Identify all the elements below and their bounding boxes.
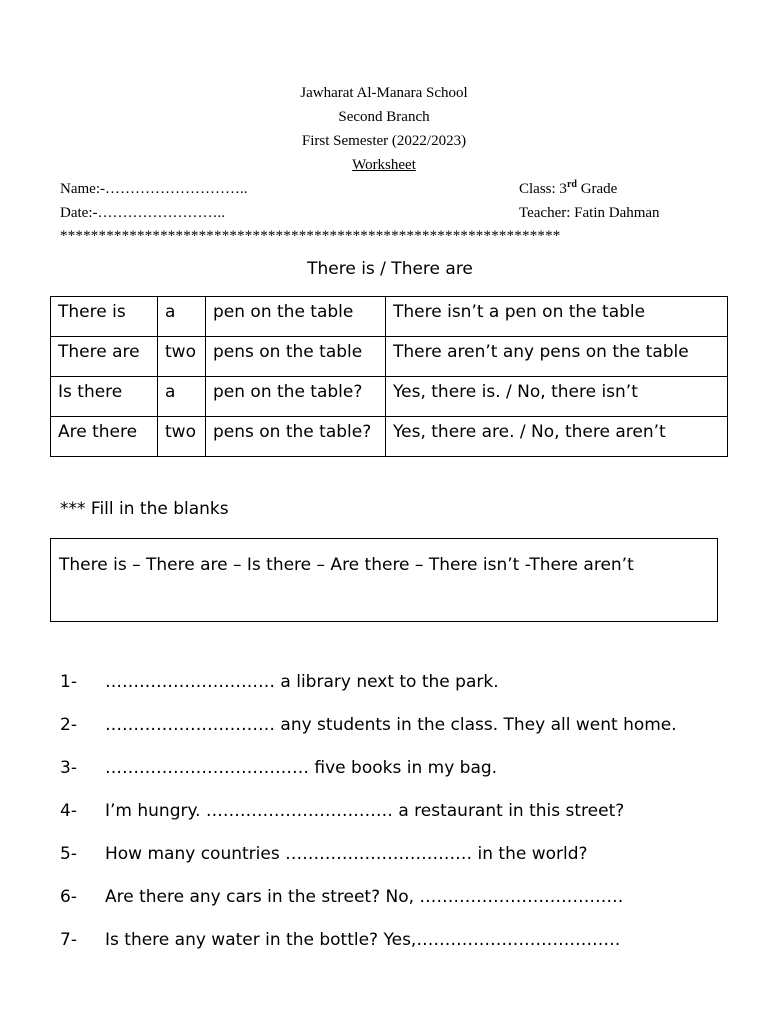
grammar-table [50, 296, 728, 457]
branch-name: Second Branch [338, 109, 430, 125]
class-ordinal-suffix: rd [566, 179, 577, 190]
doc-type-label: Worksheet [352, 157, 416, 173]
table-cell: Yes, there are. / No, there aren’t [386, 417, 728, 457]
question-item [60, 844, 588, 864]
question-item [60, 801, 624, 821]
name-field: Name:-……………………….. [60, 181, 248, 197]
question-text: Are there any cars in the street? No, ……………………………… [105, 887, 624, 907]
lesson-title: There is / There are [307, 259, 473, 279]
table-cell: pen on the table [206, 297, 386, 337]
question-number: 5- [60, 844, 77, 864]
question-item [60, 758, 497, 778]
question-number: 7- [60, 930, 77, 950]
question-text: ……………………………… five books in my bag. [105, 758, 498, 778]
class-suffix: Grade [576, 181, 618, 197]
question-text: How many countries …………………………… in the world? [105, 844, 588, 864]
table-cell: There are [51, 337, 158, 377]
class-field [519, 179, 617, 198]
doc-type-wrapper [0, 157, 768, 174]
question-number: 3- [60, 758, 77, 778]
table-cell: pens on the table [206, 337, 386, 377]
table-row [51, 417, 728, 457]
table-cell: There isn’t a pen on the table [386, 297, 728, 337]
table-row [51, 337, 728, 377]
word-bank-box: There is – There are – Is there – Are there – There isn’t -There aren’t [50, 538, 718, 622]
date-field: Date:-…………………….. [60, 205, 225, 221]
teacher-field: Teacher: Fatin Dahman [519, 205, 660, 221]
table-cell: There aren’t any pens on the table [386, 337, 728, 377]
question-text: Is there any water in the bottle? Yes,……………………………… [105, 930, 621, 950]
question-item [60, 672, 499, 692]
question-number: 6- [60, 887, 77, 907]
class-prefix: Class: 3 [519, 181, 567, 197]
question-item [60, 887, 623, 907]
star-separator: ***************************************************************** [60, 228, 561, 244]
question-text: I’m hungry. …………………………… a restaurant in this street? [105, 801, 625, 821]
question-item [60, 930, 620, 950]
question-number: 2- [60, 715, 77, 735]
question-number: 1- [60, 672, 77, 692]
table-cell: two [158, 417, 206, 457]
question-text: ………………………… a library next to the park. [105, 672, 499, 692]
question-text: ………………………… any students in the class. They all went home. [105, 715, 677, 735]
question-item [60, 715, 677, 735]
table-cell: Yes, there is. / No, there isn’t [386, 377, 728, 417]
table-cell: a [158, 377, 206, 417]
fill-in-heading: *** Fill in the blanks [60, 499, 229, 519]
table-cell: Is there [51, 377, 158, 417]
table-cell: There is [51, 297, 158, 337]
table-cell: pen on the table? [206, 377, 386, 417]
table-cell: pens on the table? [206, 417, 386, 457]
table-cell: two [158, 337, 206, 377]
school-name: Jawharat Al-Manara School [300, 85, 468, 101]
table-cell: Are there [51, 417, 158, 457]
table-row [51, 297, 728, 337]
table-cell: a [158, 297, 206, 337]
table-row [51, 377, 728, 417]
semester-label: First Semester (2022/2023) [301, 133, 467, 149]
question-number: 4- [60, 801, 77, 821]
